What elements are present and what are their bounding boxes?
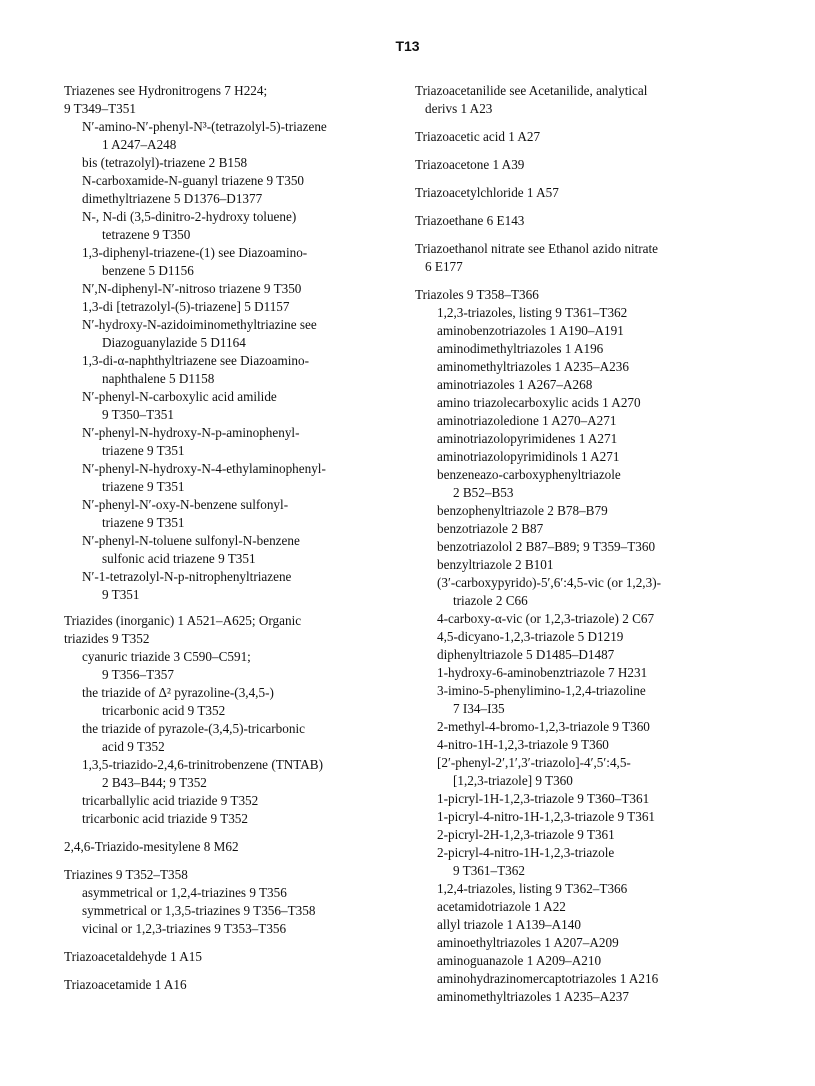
index-entry: N′-phenyl-N-hydroxy-N-p-aminophenyl- (82, 425, 300, 440)
index-entry: tricarbonic acid 9 T352 (102, 703, 226, 718)
index-entry: 1,2,4-triazoles, listing 9 T362–T366 (437, 881, 628, 896)
index-entry: Triazoles 9 T358–T366 (415, 287, 539, 302)
index-entry: tetrazene 9 T350 (102, 227, 191, 242)
index-entry: acetamidotriazole 1 A22 (437, 899, 566, 914)
index-entry: aminotriazolopyrimidinols 1 A271 (437, 449, 620, 464)
index-entry: vicinal or 1,2,3-triazines 9 T353–T356 (82, 921, 287, 936)
index-entry: tricarballylic acid triazide 9 T352 (82, 793, 259, 808)
index-entry: (3′-carboxypyrido)-5′,6′:4,5-vic (or 1,2,3)- (437, 575, 661, 590)
index-entry: N′-phenyl-N-toluene sulfonyl-N-benzene (82, 533, 300, 548)
index-entry: Triazoacetylchloride 1 A57 (415, 185, 559, 200)
index-column-left (64, 82, 384, 994)
index-entry: derivs 1 A23 (425, 101, 493, 116)
index-entry: the triazide of pyrazole-(3,4,5)-tricarbonic (82, 721, 305, 736)
index-entry: benzene 5 D1156 (102, 263, 194, 278)
index-entry: 4-carboxy-α-vic (or 1,2,3-triazole) 2 C67 (437, 611, 655, 626)
index-entry: aminotriazolopyrimidenes 1 A271 (437, 431, 618, 446)
index-entry: N′,N-diphenyl-N′-nitroso triazene 9 T350 (82, 281, 302, 296)
index-entry: 2-picryl-2H-1,2,3-triazole 9 T361 (437, 827, 615, 842)
index-entry: N-carboxamide-N-guanyl triazene 9 T350 (82, 173, 305, 188)
index-entry: Triazenes see Hydronitrogens 7 H224; (64, 83, 268, 98)
index-entry: diphenyltriazole 5 D1485–D1487 (437, 647, 615, 662)
index-entry: sulfonic acid triazene 9 T351 (102, 551, 256, 566)
index-entry: [1,2,3-triazole] 9 T360 (453, 773, 573, 788)
index-entry: 4-nitro-1H-1,2,3-triazole 9 T360 (437, 737, 609, 752)
index-entry: aminomethyltriazoles 1 A235–A237 (437, 989, 629, 1004)
index-entry: 2 B43–B44; 9 T352 (102, 775, 207, 790)
index-entry: triazene 9 T351 (102, 515, 185, 530)
index-entry: asymmetrical or 1,2,4-triazines 9 T356 (82, 885, 287, 900)
index-entry: N′-amino-N′-phenyl-N³-(tetrazolyl-5)-triazene (82, 119, 327, 134)
index-entry: amino triazolecarboxylic acids 1 A270 (437, 395, 641, 410)
index-entry: aminotriazoledione 1 A270–A271 (437, 413, 617, 428)
index-entry: 1,3,5-triazido-2,4,6-trinitrobenzene (TNTAB) (82, 757, 323, 772)
index-entry: Triazoacetaldehyde 1 A15 (64, 949, 202, 964)
index-entry: 2,4,6-Triazido-mesitylene 8 M62 (64, 839, 239, 854)
index-entry: 1 A247–A248 (102, 137, 177, 152)
index-entry: aminodimethyltriazoles 1 A196 (437, 341, 604, 356)
index-entry: cyanuric triazide 3 C590–C591; (82, 649, 251, 664)
index-entry: the triazide of Δ² pyrazoline-(3,4,5-) (82, 685, 274, 700)
index-entry: Triazoacetamide 1 A16 (64, 977, 187, 992)
index-entry: 3-imino-5-phenylimino-1,2,4-triazoline (437, 683, 646, 698)
index-entry: symmetrical or 1,3,5-triazines 9 T356–T358 (82, 903, 316, 918)
index-entry: 1,3-diphenyl-triazene-(1) see Diazoamino- (82, 245, 308, 260)
index-entry: N′-phenyl-N-hydroxy-N-4-ethylaminophenyl- (82, 461, 326, 476)
index-entry: Diazoguanylazide 5 D1164 (102, 335, 246, 350)
index-entry: 2-picryl-4-nitro-1H-1,2,3-triazole (437, 845, 615, 860)
index-entry: dimethyltriazene 5 D1376–D1377 (82, 191, 263, 206)
index-entry: naphthalene 5 D1158 (102, 371, 215, 386)
index-entry: N′-1-tetrazolyl-N-p-nitrophenyltriazene (82, 569, 292, 584)
index-entry: 2-methyl-4-bromo-1,2,3-triazole 9 T360 (437, 719, 650, 734)
index-entry: N-, N-di (3,5-dinitro-2-hydroxy toluene) (82, 209, 297, 224)
index-entry: N′-phenyl-N′-oxy-N-benzene sulfonyl- (82, 497, 289, 512)
index-entry: 9 T350–T351 (102, 407, 174, 422)
index-entry: aminotriazoles 1 A267–A268 (437, 377, 593, 392)
index-entry: acid 9 T352 (102, 739, 165, 754)
index-entry: 9 T351 (102, 587, 140, 602)
index-entry: 2 B52–B53 (453, 485, 514, 500)
index-entry: 1-picryl-1H-1,2,3-triazole 9 T360–T361 (437, 791, 650, 806)
index-entry: benzotriazole 2 B87 (437, 521, 544, 536)
page-number: T13 (395, 38, 420, 54)
index-entry: 1,3-di [tetrazolyl-(5)-triazene] 5 D1157 (82, 299, 290, 314)
index-entry: benzophenyltriazole 2 B78–B79 (437, 503, 608, 518)
index-entry: aminoethyltriazoles 1 A207–A209 (437, 935, 619, 950)
index-entry: 9 T356–T357 (102, 667, 174, 682)
index-entry: aminobenzotriazoles 1 A190–A191 (437, 323, 624, 338)
index-entry: aminohydrazinomercaptotriazoles 1 A216 (437, 971, 659, 986)
index-entry: [2′-phenyl-2′,1′,3′-triazolo]-4′,5′:4,5- (437, 755, 631, 770)
index-entry: benzotriazolol 2 B87–B89; 9 T359–T360 (437, 539, 656, 554)
index-entry: 9 T361–T362 (453, 863, 525, 878)
index-entry: 9 T349–T351 (64, 101, 136, 116)
index-entry: triazene 9 T351 (102, 443, 185, 458)
index-entry: triazole 2 C66 (453, 593, 528, 608)
index-entry: 1-hydroxy-6-aminobenztriazole 7 H231 (437, 665, 648, 680)
index-entry: 1,2,3-triazoles, listing 9 T361–T362 (437, 305, 628, 320)
index-entry: aminoguanazole 1 A209–A210 (437, 953, 602, 968)
index-entry: Triazoacetanilide see Acetanilide, analytical (415, 83, 648, 98)
index-entry: benzeneazo-carboxyphenyltriazole (437, 467, 621, 482)
index-entry: 1-picryl-4-nitro-1H-1,2,3-triazole 9 T361 (437, 809, 656, 824)
index-entry: Triazoacetone 1 A39 (415, 157, 525, 172)
index-entry: N′-hydroxy-N-azidoiminomethyltriazine see (82, 317, 317, 332)
index-entry: 4,5-dicyano-1,2,3-triazole 5 D1219 (437, 629, 624, 644)
index-entry: Triazoacetic acid 1 A27 (415, 129, 541, 144)
index-entry: Triazoethane 6 E143 (415, 213, 525, 228)
index-entry: Triazoethanol nitrate see Ethanol azido nitrate (415, 241, 659, 256)
index-entry: triazene 9 T351 (102, 479, 185, 494)
index-entry: triazides 9 T352 (64, 631, 150, 646)
index-entry: 6 E177 (425, 259, 463, 274)
index-entry: tricarbonic acid triazide 9 T352 (82, 811, 248, 826)
index-entry: Triazines 9 T352–T358 (64, 867, 188, 882)
index-entry: aminomethyltriazoles 1 A235–A236 (437, 359, 629, 374)
index-entry: N′-phenyl-N-carboxylic acid amilide (82, 389, 277, 404)
index-entry: 1,3-di-α-naphthyltriazene see Diazoamino- (82, 353, 309, 368)
index-entry: allyl triazole 1 A139–A140 (437, 917, 581, 932)
index-entry: Triazides (inorganic) 1 A521–A625; Organic (64, 613, 302, 628)
index-entry: 7 I34–I35 (453, 701, 505, 716)
index-column-right (415, 82, 760, 1006)
index-entry: bis (tetrazolyl)-triazene 2 B158 (82, 155, 248, 170)
index-entry: benzyltriazole 2 B101 (437, 557, 554, 572)
